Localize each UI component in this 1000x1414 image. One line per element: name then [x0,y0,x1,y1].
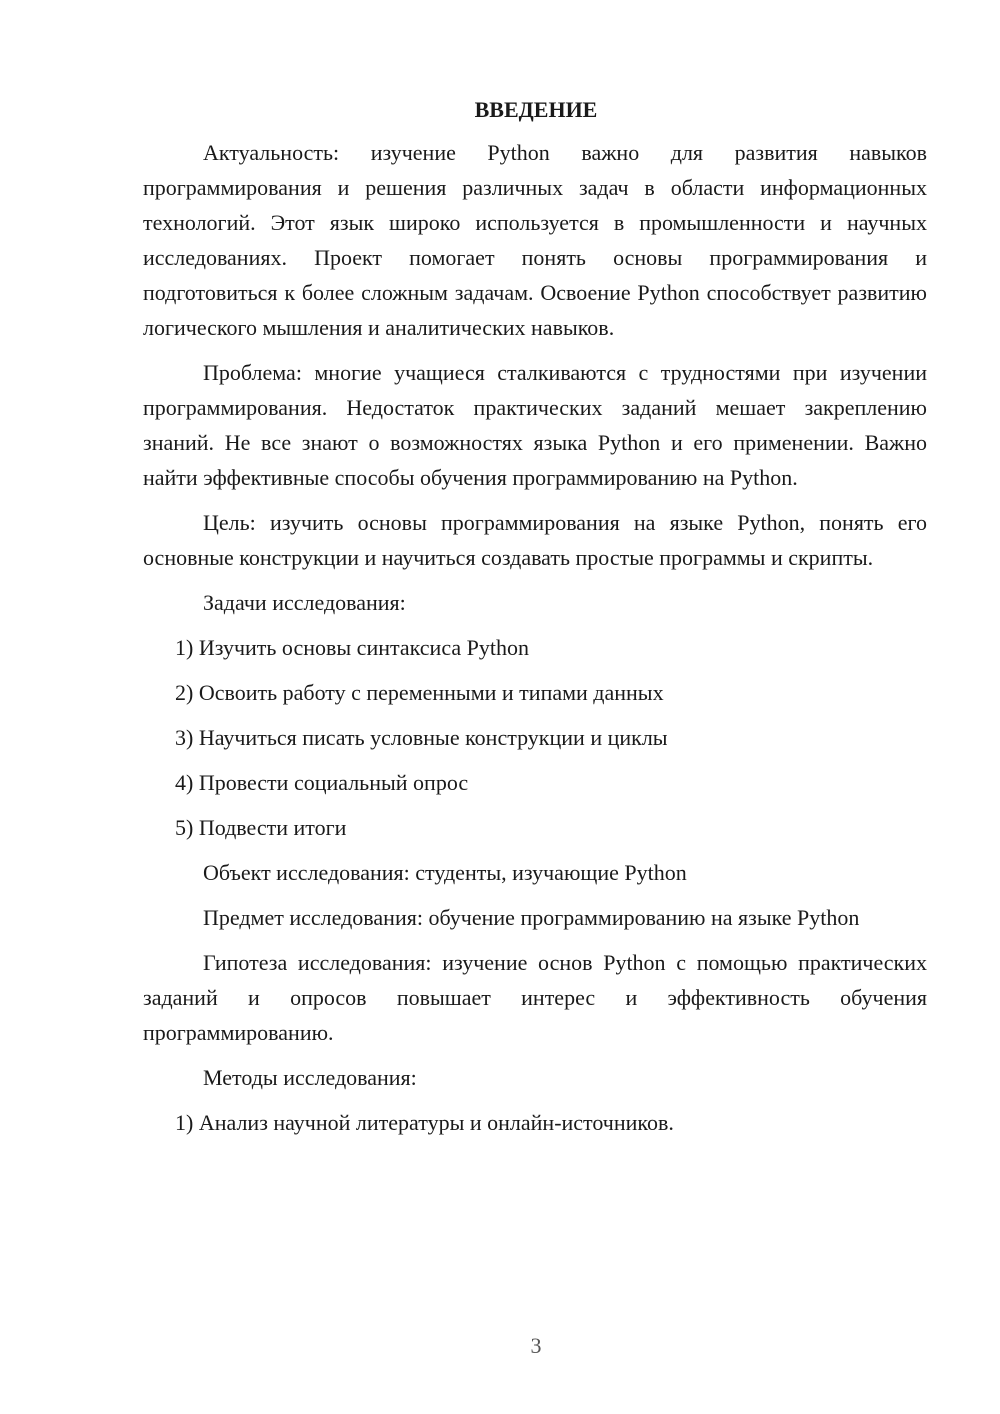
paragraph-problem: Проблема: многие учащиеся сталкиваются с трудностями при изучении программирования. Недостаток практических заданий мешает закреплению знаний. Не все знают о возможностях языка Python и его применении. Важно найти эффективные способы обучения программированию на Python. [143,360,927,490]
task-item: 4) Провести социальный опрос [175,770,469,795]
document-page [143,95,927,1150]
method-item: 1) Анализ научной литературы и онлайн-источников. [175,1110,674,1135]
task-item: 3) Научиться писать условные конструкции и циклы [175,725,668,750]
section-title: ВВЕДЕНИЕ [474,97,598,122]
research-subject: Предмет исследования: обучение программированию на языке Python [203,905,860,930]
task-item: 2) Освоить работу с переменными и типами данных [175,680,664,705]
research-object: Объект исследования: студенты, изучающие Python [203,860,687,885]
paragraph-relevance: Актуальность: изучение Python важно для развития навыков программирования и решения различных задач в области информационных технологий. Этот язык широко используется в промышленности и научных исследованиях. Проект помогает понять основы программирования и подготовиться к более сложным задачам. Освоение Python способствует развитию логического мышления и аналитических навыков. [143,140,927,340]
research-hypothesis: Гипотеза исследования: изучение основ Python с помощью практических заданий и опросов повышает интерес и эффективность обучения программированию. [143,950,927,1045]
methods-heading: Методы исследования: [203,1065,417,1090]
task-item: 5) Подвести итоги [175,815,347,840]
tasks-heading: Задачи исследования: [203,590,406,615]
paragraph-goal: Цель: изучить основы программирования на языке Python, понять его основные конструкции и научиться создавать простые программы и скрипты. [143,510,927,570]
task-item: 1) Изучить основы синтаксиса Python [175,635,529,660]
page-number: 3 [530,1333,542,1358]
